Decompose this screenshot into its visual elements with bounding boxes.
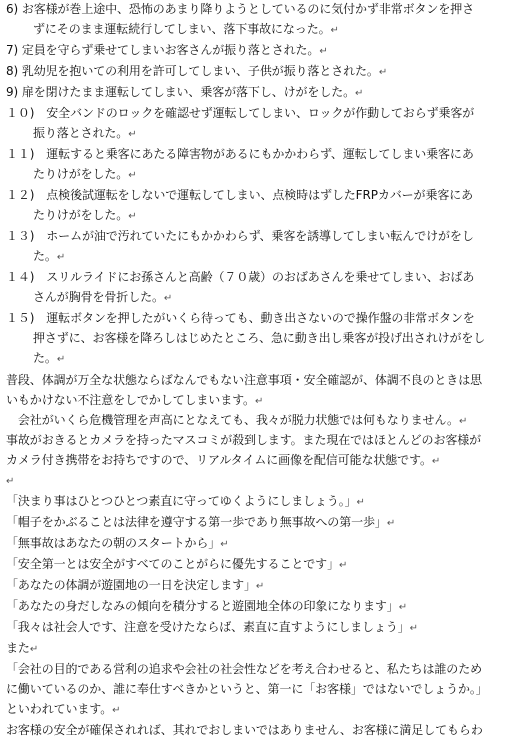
list-item-13-line-2: た。↵	[33, 249, 66, 263]
slogan-1: 「決まり事はひとつひとつ素直に守ってゆくようにしましょう。」↵	[6, 494, 365, 508]
list-item-15-line-3: た。↵	[33, 351, 66, 365]
paragraph-1-line-3: 会社がいくら危機管理を声高にとなえても、我々が脱力状態では何もなりません。↵	[6, 413, 468, 427]
slogan-3: 「無事故はあなたの朝のスタートから」↵	[6, 536, 229, 550]
list-item-6-line-1: 6) お客様が巻上途中、恐怖のあまり降りようとしているのに気付かず非常ボタンを押さ	[6, 2, 475, 16]
list-item-14-line-1: １４) スリルライドにお孫さんと高齢（７０歳）のおばあさんを乗せてしまい、おばあ	[6, 270, 475, 284]
slogan-2: 「帽子をかぶることは法律を遵守する第一歩であり無事故への第一歩」↵	[6, 515, 396, 529]
slogan-4: 「安全第一とは安全がすべてのことがらに優先することです」↵	[6, 557, 348, 571]
list-item-12-line-2: たりけがをした。↵	[33, 208, 137, 222]
list-item-10-line-1: １０) 安全バンドのロックを確認せず運転してしまい、ロックが作動しておらず乗客が	[6, 106, 475, 120]
list-item-9: 9) 扉を閉けたまま運転してしまい、乗客が落下し、けがをした。↵	[6, 85, 364, 99]
paragraph-1-line-2: いもかけない不注意をしでかしてしまいます。↵	[6, 393, 264, 407]
list-item-13-line-1: １３) ホームが油で汚れていたにもかかわらず、乗客を誘導してしまい転んでけがをし	[6, 229, 474, 243]
paragraph-2-line-5: お客様の安全が確保されれば、其れでおしまいではありません、お客様に満足してもらわ	[6, 723, 483, 737]
paragraph-2-line-4: といわれています。↵	[6, 702, 121, 716]
blank-line: ↵	[6, 476, 15, 487]
list-item-6-line-2: ずにそのまま運転続行してしまい、落下事故になった。↵	[33, 22, 339, 36]
list-item-15-line-2: 押さずに、お客様を降ろしはじめたところ、急に動き出し乗客が投げ出されけがをし	[33, 331, 486, 345]
paragraph-2-line-2: 「会社の目的である営利の追求や会社の社会性などを考え合わせると、私たちは誰のため	[6, 662, 483, 676]
slogan-5: 「あなたの体調が遊園地の一日を決定します」↵	[6, 578, 265, 592]
list-item-10-line-2: 振り落とされた。↵	[33, 126, 137, 140]
paragraph-1-line-1: 普段、体調が万全な状態ならばなんでもない注意事項・安全確認が、体調不良のときは思	[6, 373, 483, 387]
list-item-11-line-2: たりけがをした。↵	[33, 167, 137, 181]
list-item-12-line-1: １２) 点検後試運転をしないで運転してしまい、点検時はずしたFRPカバーが乗客にあ	[6, 188, 474, 202]
slogan-7: 「我々は社会人です、注意を受けたならば、素直に直すようにしましょう」↵	[6, 620, 418, 634]
list-item-11-line-1: １１) 運転すると乗客にあたる障害物があるにもかかわらず、運転してしまい乗客にあ	[6, 147, 474, 161]
paragraph-2-line-3: に働いているのか、誰に奉仕すべきかというと、第一に「お客様」ではないでしょうか。」	[6, 682, 488, 696]
paragraph-1-line-4: 事故がおきるとカメラを持ったマスコミが殺到します。また現在ではほとんどのお客様が	[6, 433, 482, 447]
paragraph-1-line-5: カメラ付き携帯をお持ちですので、リアルタイムに画像を配信可能な状態です。↵	[6, 453, 441, 467]
list-item-7: 7) 定員を守らず乗せてしまいお客さんが振り落とされた。↵	[6, 43, 328, 57]
slogan-6: 「あなたの身だしなみの傾向を積分すると遊園地全体の印象になります」↵	[6, 599, 407, 613]
list-item-14-line-2: さんが胸骨を骨折した。↵	[33, 290, 173, 304]
list-item-15-line-1: １５) 運転ボタンを押したがいくら待っても、動き出さないので操作盤の非常ボタンを	[6, 311, 475, 325]
list-item-8: 8) 乳幼児を抱いての利用を許可してしまい、子供が振り落とされた。↵	[6, 64, 388, 78]
paragraph-2-line-1: また↵	[6, 641, 39, 655]
